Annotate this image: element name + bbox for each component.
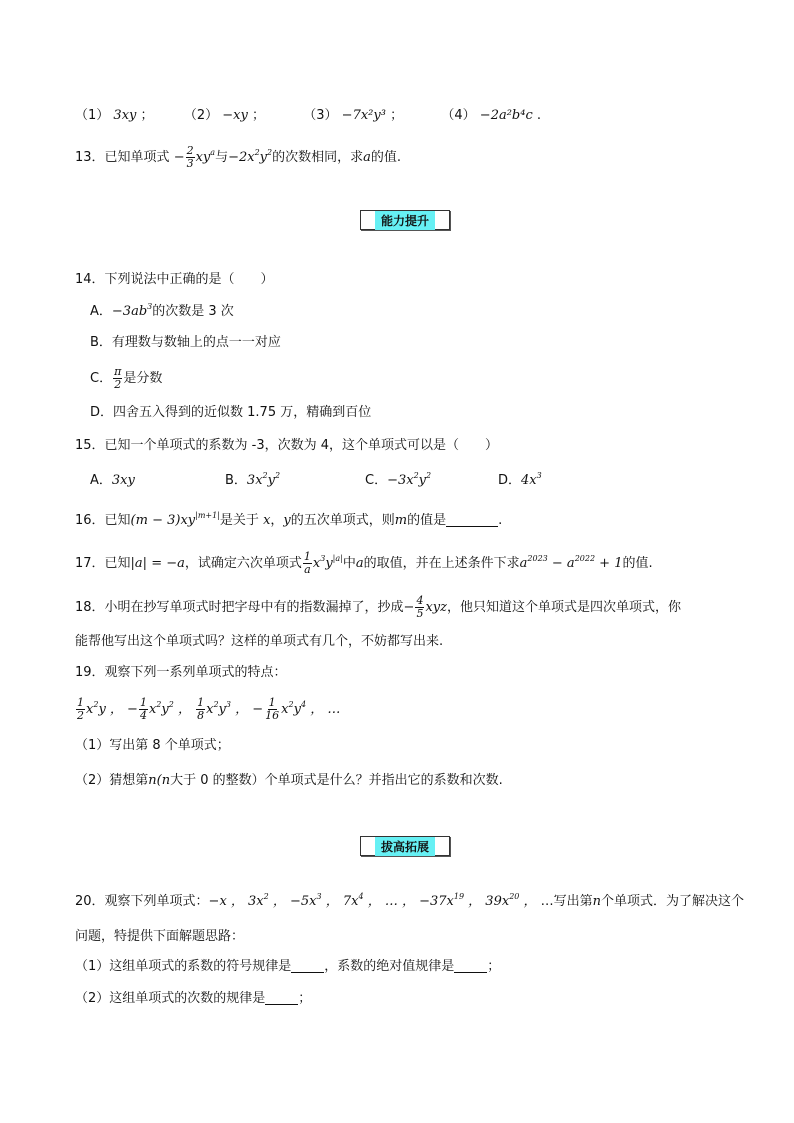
q16-text4: 的值是	[407, 513, 447, 528]
q12-expr-2: −xy	[222, 108, 248, 123]
q12-label-4: （4）	[441, 108, 476, 123]
var-m: m	[394, 513, 408, 528]
option-label-c: C．	[365, 473, 388, 488]
option-label-d: D．	[498, 473, 522, 488]
q20-sub2	[75, 989, 311, 1009]
question-19-stem: 19．观察下列一系列单项式的特点：	[75, 665, 287, 680]
q18-text2: ，他只知道这个单项式是四次单项式，你	[446, 600, 681, 615]
q20-sub1	[75, 957, 500, 977]
q17-text2: ，试确定六次单项式	[184, 556, 302, 571]
q12-label-3: （3）	[303, 108, 338, 123]
q14-option-b: B．有理数与数轴上的点一一对应	[90, 335, 281, 350]
question-16: 16．已知$(m - 3)xy^{|m+1|}$是关于 x，y的五次单项式，则m的值是 .	[75, 511, 503, 528]
section-title: 拔高拓展	[375, 837, 435, 856]
q17-text3: 中	[342, 556, 356, 571]
question-13: 13．已知单项式 − $\frac{2}{3}$ $xy^a$与$-2x^2y^2$的次数相同，求a的值.	[75, 144, 402, 170]
var-y: y	[283, 513, 291, 528]
q18-text: 18．小明在抄写单项式时把字母中有的指数漏掉了，抄成	[75, 600, 404, 615]
semicolon: ；	[487, 959, 501, 974]
q14-option-d: D．四舍五入得到的近似数 1.75 万，精确到百位	[90, 405, 372, 420]
question-18-line2: 能帮他写出这个单项式吗？这样的单项式有几个，不妨都写出来.	[75, 634, 444, 649]
section-header-extension	[360, 836, 450, 856]
q14-option-a: A．$-3ab^3$的次数是 3 次	[90, 302, 234, 319]
q20-text2: …写出第	[540, 894, 593, 909]
comma: ，	[270, 513, 284, 528]
q19-sub2-text: （2）猜想第	[75, 773, 149, 788]
q19-sub2-text2: 大于 0 的整数）个单项式是什么？并指出它的系数和次数.	[170, 773, 503, 788]
q17-text: 17．已知	[75, 556, 131, 571]
q20-text: 20．观察下列单项式：	[75, 894, 209, 909]
question-15-stem: 15．已知一个单项式的系数为 -3，次数为 4，这个单项式可以是（ ）	[75, 438, 499, 453]
q12-label-2: （2）	[183, 108, 219, 123]
q16-text: 16．已知	[75, 513, 131, 528]
answer-blank[interactable]	[454, 958, 487, 973]
section-header-ability	[360, 210, 450, 230]
q17-text5: 的值.	[622, 556, 653, 571]
q19-sub1: （1）写出第 8 个单项式；	[75, 738, 230, 753]
q20-sub2-text: （2）这组单项式的次数的规律是	[75, 991, 266, 1006]
q15-options: A．3xy B．$3x^2y^2$ C．$-3x^2y^2$ D．$4x^3$	[90, 471, 542, 488]
period: .	[536, 108, 542, 123]
var-n: n	[592, 894, 602, 909]
sep: ；	[140, 108, 154, 123]
q12-label-1: （1）	[75, 108, 110, 123]
var-a: a	[355, 556, 364, 571]
question-18-line1: 18．小明在抄写单项式时把字母中有的指数漏掉了，抄成− $\frac{4}{5}$ xyz，他只知道这个单项式是四次单项式，你	[75, 594, 681, 620]
q16-text3: 的五次单项式，则	[290, 513, 395, 528]
answer-blank[interactable]	[265, 990, 298, 1005]
q13-text-tail: 的值.	[370, 150, 402, 165]
q13-text: 13．已知单项式	[75, 150, 170, 165]
section-title: 能力提升	[375, 211, 435, 230]
semicolon: ；	[298, 991, 312, 1006]
option-label-a: A．	[90, 473, 112, 488]
sep: ；	[390, 108, 404, 123]
q20-sub1-text2: ，系数的绝对值规律是	[324, 959, 455, 974]
q12-expr-1: 3xy	[113, 108, 137, 123]
option-label-b: B．	[225, 473, 247, 488]
option-label: C．	[90, 371, 113, 386]
answer-blank[interactable]	[446, 512, 498, 527]
question-20-line1: 20．观察下列单项式：−x ， $3x^2$ ， $-5x^3$ ， $7x^4$ ， … ， $-37x^{19}$ ， $39x^{20}$ ， …写出第n个单项式．为了解决这个	[75, 892, 745, 909]
q13-var: a	[363, 150, 371, 165]
period: .	[498, 513, 503, 528]
q17-text4: 的取值，并在上述条件下求	[363, 556, 520, 571]
question-17: 17．已知|a| = −a，试确定六次单项式 $\frac{1}{a}$ $x^3y^{|a|}$中a的取值，并在上述条件下求$a^{2023} - a^{2022} + 1$的值.	[75, 550, 653, 576]
q13-text-mid: 与	[215, 150, 229, 165]
q12-items	[75, 106, 541, 126]
q12-expr-3: −7x²y³	[341, 108, 386, 123]
option-text: 的次数是 3 次	[152, 304, 234, 319]
question-14-stem: 14．下列说法中正确的是（ ）	[75, 272, 274, 287]
q12-expr-4: −2a²b⁴c	[479, 108, 533, 123]
question-20-line2: 问题，特提供下面解题思路：	[75, 929, 245, 944]
q19-sub2: （2）猜想第n(n大于 0 的整数）个单项式是什么？并指出它的系数和次数.	[75, 773, 503, 788]
q20-text3: 个单项式．为了解决这个	[601, 894, 745, 909]
q13-text-end: 的次数相同，求	[272, 150, 364, 165]
answer-blank[interactable]	[291, 958, 324, 973]
sep: ；	[251, 108, 265, 123]
q14-option-c: C． $\frac{\pi}{2}$ 是分数	[90, 365, 163, 391]
option-label: A．	[90, 304, 112, 319]
option-text: 是分数	[123, 371, 163, 386]
q19-sequence: $\frac{1}{2}$ $x^2y$ ， − $\frac{1}{4}$ $x^2y^2$ ， $\frac{1}{8}$ $x^2y^3$ ， − $\frac{1}{16}$ $x^2y^4$ ， …	[77, 696, 341, 722]
var-x: x	[263, 513, 271, 528]
q16-text2: 是关于	[219, 513, 259, 528]
q20-sub1-text: （1）这组单项式的系数的符号规律是	[75, 959, 292, 974]
